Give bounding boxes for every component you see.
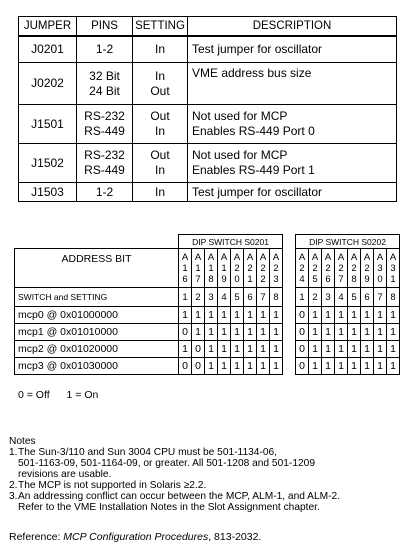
note-line: The MCP is not supported in Solaris ≥2.2. [18,480,207,491]
jumper-setting [133,105,188,144]
header-setting: SETTING [133,17,188,37]
switch-value: 1 [335,307,348,324]
switch-number: 3 [322,288,335,307]
gap-cell [283,341,296,358]
switch-value: 1 [361,324,374,341]
switch-value: 0 [296,341,309,358]
switch-value: 0 [296,324,309,341]
switch-value: 0 [192,358,205,375]
jumper-description [188,63,397,105]
jumper-description [188,144,397,183]
address-bit-char: A [181,251,189,263]
switch-value: 1 [322,307,335,324]
legend-on: 1 = On [66,389,99,401]
switch-value: 1 [244,341,257,358]
jumper-pins [77,63,133,105]
address-bit-char: A [194,251,202,263]
switch-value: 1 [257,324,270,341]
switch-value: 1 [270,324,283,341]
switch-value: 1 [179,341,192,358]
address-bit-char: 9 [221,273,227,285]
address-bit-char: 5 [312,273,318,285]
address-bit-char: 7 [195,273,201,285]
jumper-row [19,36,397,63]
reference [9,531,261,543]
setting-line: Out [150,109,170,123]
mcp-address-label: mcp1 @ 0x01010000 [15,324,179,341]
address-bit-cell [244,249,257,288]
address-bit-char: A [337,251,345,263]
dip-switch-table [14,234,400,375]
pins-line: 1-2 [95,42,114,56]
address-bit-char: 0 [234,273,240,285]
address-bit-cell [361,249,374,288]
switch-setting-row [15,288,400,307]
setting-line: In [154,184,165,199]
mcp-address-label: mcp2 @ 0x01020000 [15,341,179,358]
switch-value: 1 [218,358,231,375]
address-setting-row [15,341,400,358]
switch-value: 0 [179,358,192,375]
switch-value: 1 [270,307,283,324]
address-bit-char: 3 [377,262,383,274]
dip-header-row [15,235,400,249]
address-bit-char: 2 [247,262,253,274]
address-bit-char: A [207,251,215,263]
pins-line: RS-232 [84,109,125,123]
header-pins: PINS [77,17,133,37]
jumper-setting [133,63,188,105]
switch-number: 6 [244,288,257,307]
description-line: Test jumper for oscillator [192,42,323,56]
address-bit-cell [309,249,322,288]
header-jumper: JUMPER [19,17,77,37]
switch-value: 1 [205,307,218,324]
address-bit-cell [218,249,231,288]
address-bit-char: A [389,251,397,263]
switch-value: 1 [348,341,361,358]
switch-value: 1 [348,307,361,324]
dip-switch-s0202-header: DIP SWITCH S0202 [296,235,400,249]
switch-number: 1 [179,288,192,307]
note-item [9,447,404,480]
jumper-id: J1501 [19,105,77,144]
address-bit-char: A [311,251,319,263]
pins-line: 24 Bit [89,83,120,98]
notes-title: Notes [9,436,36,447]
reference-prefix: Reference: [9,531,64,543]
note-number: 2. [9,480,18,491]
gap-cell [283,235,296,249]
switch-value: 1 [270,341,283,358]
gap-cell [283,358,296,375]
switch-value: 1 [270,358,283,375]
address-bit-char: 6 [325,273,331,285]
jumper-row [19,183,397,202]
jumper-row [19,63,397,105]
dip-switch-s0201-header: DIP SWITCH S0201 [179,235,283,249]
pins-line: 32 Bit [89,68,120,83]
switch-value: 1 [244,324,257,341]
address-bit-cell [322,249,335,288]
note-number: 3. [9,491,18,502]
jumper-pins [77,36,133,63]
jumper-pins [77,105,133,144]
jumper-pins [77,183,133,202]
address-bit-cell [231,249,244,288]
address-bit-char: 1 [195,262,201,274]
switch-value: 1 [387,341,400,358]
switch-value: 1 [374,341,387,358]
address-bit-char: 2 [351,262,357,274]
gap-cell [283,324,296,341]
switch-value: 1 [205,358,218,375]
address-bit-char: 1 [390,273,396,285]
switch-value: 1 [218,324,231,341]
switch-value: 1 [361,341,374,358]
setting-line: In [154,68,165,83]
note-line: Refer to the VME Installation Notes in the Slot Assignment chapter. [18,502,320,513]
switch-value: 1 [231,341,244,358]
switch-value: 1 [374,324,387,341]
notes-list [9,447,404,513]
switch-value: 1 [322,324,335,341]
jumper-row [19,144,397,183]
address-bit-label: ADDRESS BIT [15,249,179,288]
jumper-description [188,36,397,63]
switch-value: 1 [322,358,335,375]
jumper-pins [77,144,133,183]
description-line: Enables RS-449 Port 1 [192,163,315,177]
switch-number: 2 [192,288,205,307]
pins-line: RS-449 [84,124,125,138]
address-bit-char: 6 [182,273,188,285]
jumper-setting [133,144,188,183]
jumper-id: J1503 [19,183,77,202]
switch-value: 1 [335,358,348,375]
mcp-address-label: mcp0 @ 0x01000000 [15,307,179,324]
switch-value: 1 [244,358,257,375]
switch-value: 1 [348,324,361,341]
switch-value: 0 [192,341,205,358]
note-number: 1. [9,447,18,458]
switch-value: 0 [296,307,309,324]
switch-number: 5 [231,288,244,307]
setting-line: In [154,163,165,177]
address-bit-char: 2 [273,262,279,274]
address-bit-char: 2 [234,262,240,274]
address-bit-char: 4 [299,273,305,285]
address-bit-cell [348,249,361,288]
switch-value: 1 [218,341,231,358]
address-bit-char: A [220,251,228,263]
note-item [9,491,404,513]
address-setting-row [15,324,400,341]
switch-value: 1 [231,307,244,324]
switch-value: 1 [309,341,322,358]
switch-value: 1 [374,307,387,324]
note-line: An addressing conflict can occur between the MCP, ALM-1, and ALM-2. [18,491,341,502]
switch-number: 8 [270,288,283,307]
address-bit-char: 3 [273,273,279,285]
switch-number: 4 [335,288,348,307]
note-line: 501-1163-09, 501-1164-09, or greater. All 501-1208 and 501-1209 [18,458,315,469]
switch-value: 1 [361,307,374,324]
switch-value: 1 [192,324,205,341]
reference-suffix: , 813-2032. [208,531,262,543]
switch-value: 1 [205,341,218,358]
switch-value: 1 [257,358,270,375]
address-bit-cell [179,249,192,288]
switch-value: 1 [257,341,270,358]
switch-value: 1 [205,324,218,341]
gap-cell [283,307,296,324]
description-line: Not used for MCP [192,148,288,162]
note-line: revisions are usable. [18,469,112,480]
switch-value: 1 [257,307,270,324]
address-bit-char: 2 [260,273,266,285]
switch-value: 1 [387,358,400,375]
legend-off: 0 = Off [18,389,50,401]
address-bit-char: A [363,251,371,263]
switch-number: 7 [257,288,270,307]
address-bit-row [15,249,400,288]
switch-value: 1 [192,307,205,324]
jumper-header-row [19,17,397,37]
address-bit-char: A [376,251,384,263]
switch-number: 4 [218,288,231,307]
switch-number: 8 [387,288,400,307]
description-line: Enables RS-449 Port 0 [192,124,315,138]
switch-number: 6 [361,288,374,307]
address-bit-char: 2 [312,262,318,274]
address-bit-char: 0 [377,273,383,285]
pins-line: 1-2 [95,184,114,199]
mcp-address-label: mcp3 @ 0x01030000 [15,358,179,375]
switch-value: 1 [231,324,244,341]
address-bit-cell [374,249,387,288]
note-line: The Sun-3/110 and Sun 3004 CPU must be 501-1134-06, [18,447,278,458]
setting-line: In [154,42,165,56]
notes [9,436,404,513]
switch-value: 1 [335,341,348,358]
address-bit-char: 1 [247,273,253,285]
switch-number: 3 [205,288,218,307]
address-bit-char: 2 [338,262,344,274]
jumper-id: J0202 [19,63,77,105]
legend [18,389,112,401]
switch-value: 1 [309,324,322,341]
jumper-id: J0201 [19,36,77,63]
address-bit-char: A [272,251,280,263]
switch-value: 1 [387,307,400,324]
address-bit-char: 2 [299,262,305,274]
switch-value: 1 [387,324,400,341]
address-bit-char: 8 [208,273,214,285]
address-bit-char: 9 [364,273,370,285]
switch-number: 2 [309,288,322,307]
jumper-description [188,183,397,202]
jumper-id: J1502 [19,144,77,183]
pins-line: RS-449 [84,163,125,177]
pins-line: RS-232 [84,148,125,162]
address-bit-char: 7 [338,273,344,285]
switch-value: 1 [244,307,257,324]
jumper-description [188,105,397,144]
jumper-row [19,105,397,144]
jumper-setting [133,183,188,202]
switch-value: 1 [361,358,374,375]
blank-cell [15,235,179,249]
switch-number: 1 [296,288,309,307]
switch-number: 7 [374,288,387,307]
address-bit-char: A [350,251,358,263]
switch-value: 1 [322,341,335,358]
address-bit-char: 2 [364,262,370,274]
jumper-table [18,16,397,202]
address-bit-char: A [324,251,332,263]
address-bit-char: 3 [390,262,396,274]
address-bit-cell [257,249,270,288]
switch-value: 1 [231,358,244,375]
address-bit-char: 2 [260,262,266,274]
address-setting-row [15,358,400,375]
switch-value: 1 [218,307,231,324]
address-bit-char: A [259,251,267,263]
setting-line: Out [150,83,170,98]
address-bit-cell [192,249,205,288]
header-description: DESCRIPTION [188,17,397,37]
address-bit-char: A [246,251,254,263]
switch-value: 1 [348,358,361,375]
address-setting-row [15,307,400,324]
jumper-setting [133,36,188,63]
note-item [9,480,404,491]
address-bit-char: A [233,251,241,263]
switch-value: 1 [335,324,348,341]
description-line: Test jumper for oscillator [192,184,323,199]
gap-cell [283,249,296,288]
switch-value: 1 [309,358,322,375]
description-line: VME address bus size [192,66,312,80]
switch-value: 1 [179,307,192,324]
address-bit-cell [270,249,283,288]
reference-title: MCP Configuration Procedures [63,531,209,543]
address-bit-char: 2 [325,262,331,274]
address-bit-char: 1 [182,262,188,274]
switch-value: 1 [309,307,322,324]
address-bit-cell [335,249,348,288]
gap-cell [283,288,296,307]
address-bit-char: 8 [351,273,357,285]
address-bit-char: A [298,251,306,263]
switch-value: 0 [179,324,192,341]
switch-number: 5 [348,288,361,307]
switch-value: 1 [374,358,387,375]
address-bit-char: 1 [221,262,227,274]
setting-line: In [154,124,165,138]
setting-line: Out [150,148,170,162]
address-bit-cell [296,249,309,288]
switch-value: 0 [296,358,309,375]
address-bit-cell [387,249,400,288]
switch-setting-label: SWITCH and SETTING [15,288,179,307]
address-bit-cell [205,249,218,288]
address-bit-char: 1 [208,262,214,274]
description-line: Not used for MCP [192,109,288,123]
